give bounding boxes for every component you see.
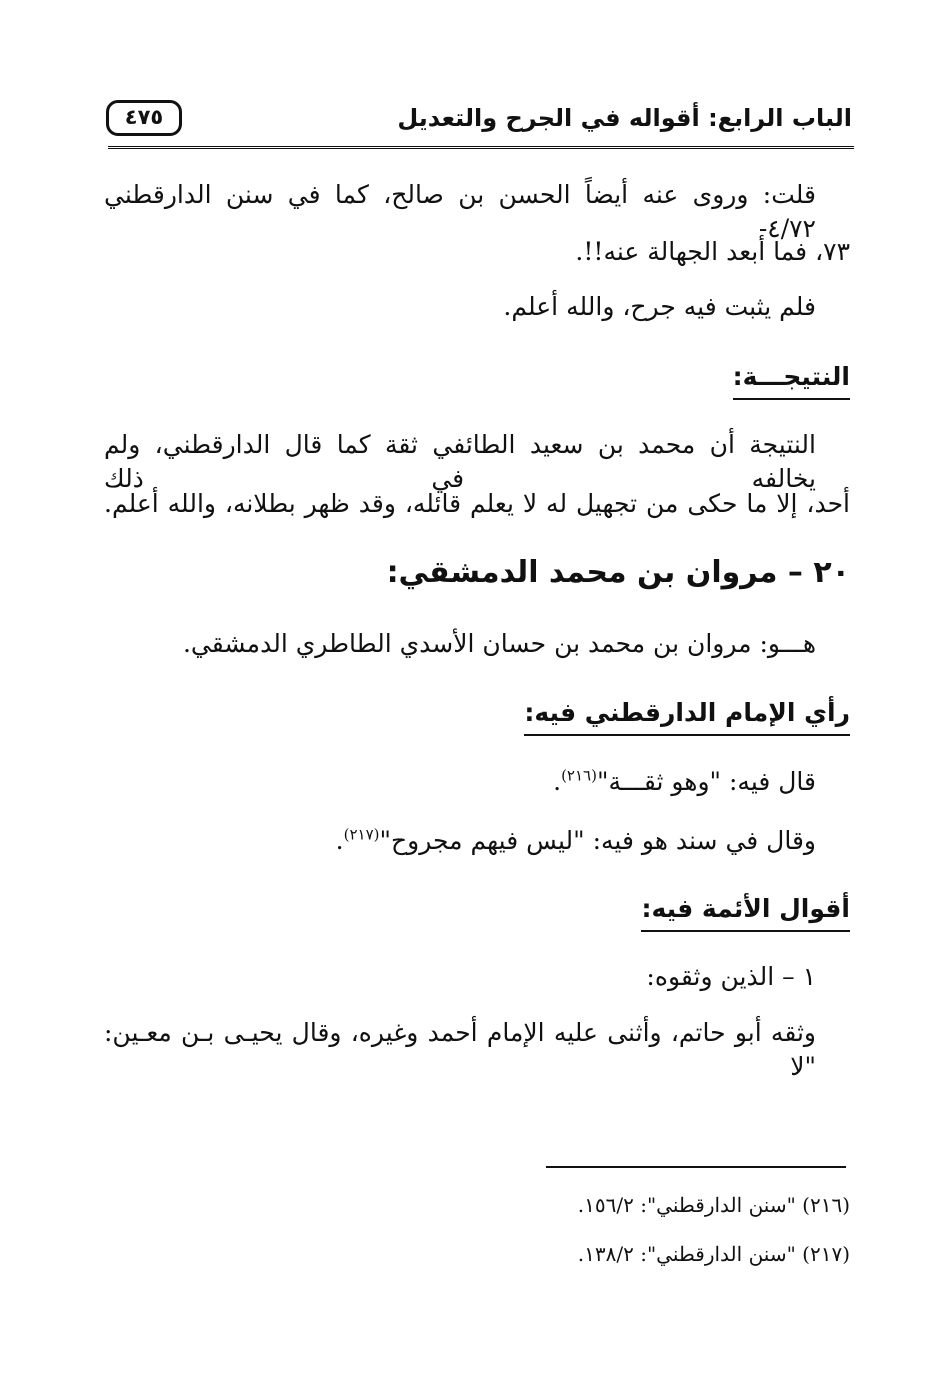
footnote-ref: (٢١٦) [561,766,597,785]
header-rule [108,146,854,149]
section-heading-text: رأي الإمام الدارقطني فيه: [524,698,850,727]
quote-text: وقال في سند هو فيه: "ليس فيهم مجروح" [379,826,816,855]
section-heading-text: أقوال الأئمة فيه: [641,894,850,923]
quote-text: قال فيه: "وهو ثقـــة" [596,767,816,796]
page-number: ٤٧٥ [106,100,182,136]
quote-end: . [335,826,344,855]
quote-line [553,765,816,799]
heading-underline [733,398,850,400]
heading-underline [524,734,850,736]
paragraph-line: هـــو: مروان بن محمد بن حسان الأسدي الطاطري الدمشقي. [182,629,816,658]
section-heading-text: النتيجـــة: [732,362,850,391]
paragraph-line: ٧٣، فما أبعد الجهالة عنه!!. [575,237,850,266]
footnote: (٢١٧) "سنن الدارقطني": ١٣٨/٢. [577,1242,850,1266]
footnote-ref: (٢١٧) [343,825,380,844]
paragraph-line: ١ – الذين وثقوه: [646,962,816,991]
section-heading-imams [641,892,850,932]
section-heading-result [733,360,850,400]
chapter-title: الباب الرابع: أقواله في الجرح والتعديل [397,104,852,132]
entry-heading: ٢٠ – مروان بن محمد الدمشقي: [386,555,850,590]
footnote-rule [546,1166,846,1168]
quote-line [336,824,816,858]
paragraph-line: أحد، إلا ما حكى من تجهيل له لا يعلم قائله، وقد ظهر بطلانه، والله أعلم. [104,489,850,518]
paragraph-line: قلت: وروى عنه أيضاً الحسن بن صالح، كما في سنن الدارقطني ٤/٧٢- [104,180,816,243]
paragraph-line: وثقه أبو حاتم، وأثنى عليه الإمام أحمد وغيره، وقال يحيـى بـن معـين: "لا [104,1018,816,1081]
quote-end: . [553,767,562,796]
paragraph-line: النتيجة أن محمد بن سعيد الطائفي ثقة كما قال الدارقطني، ولم يخالفه في ذلك [104,430,816,493]
paragraph-line: فلم يثبت فيه جرح، والله أعلم. [503,292,816,321]
running-header [92,100,852,144]
heading-underline [641,930,850,932]
section-heading-opinion [524,696,850,736]
footnote: (٢١٦) "سنن الدارقطني": ١٥٦/٢. [577,1193,850,1217]
